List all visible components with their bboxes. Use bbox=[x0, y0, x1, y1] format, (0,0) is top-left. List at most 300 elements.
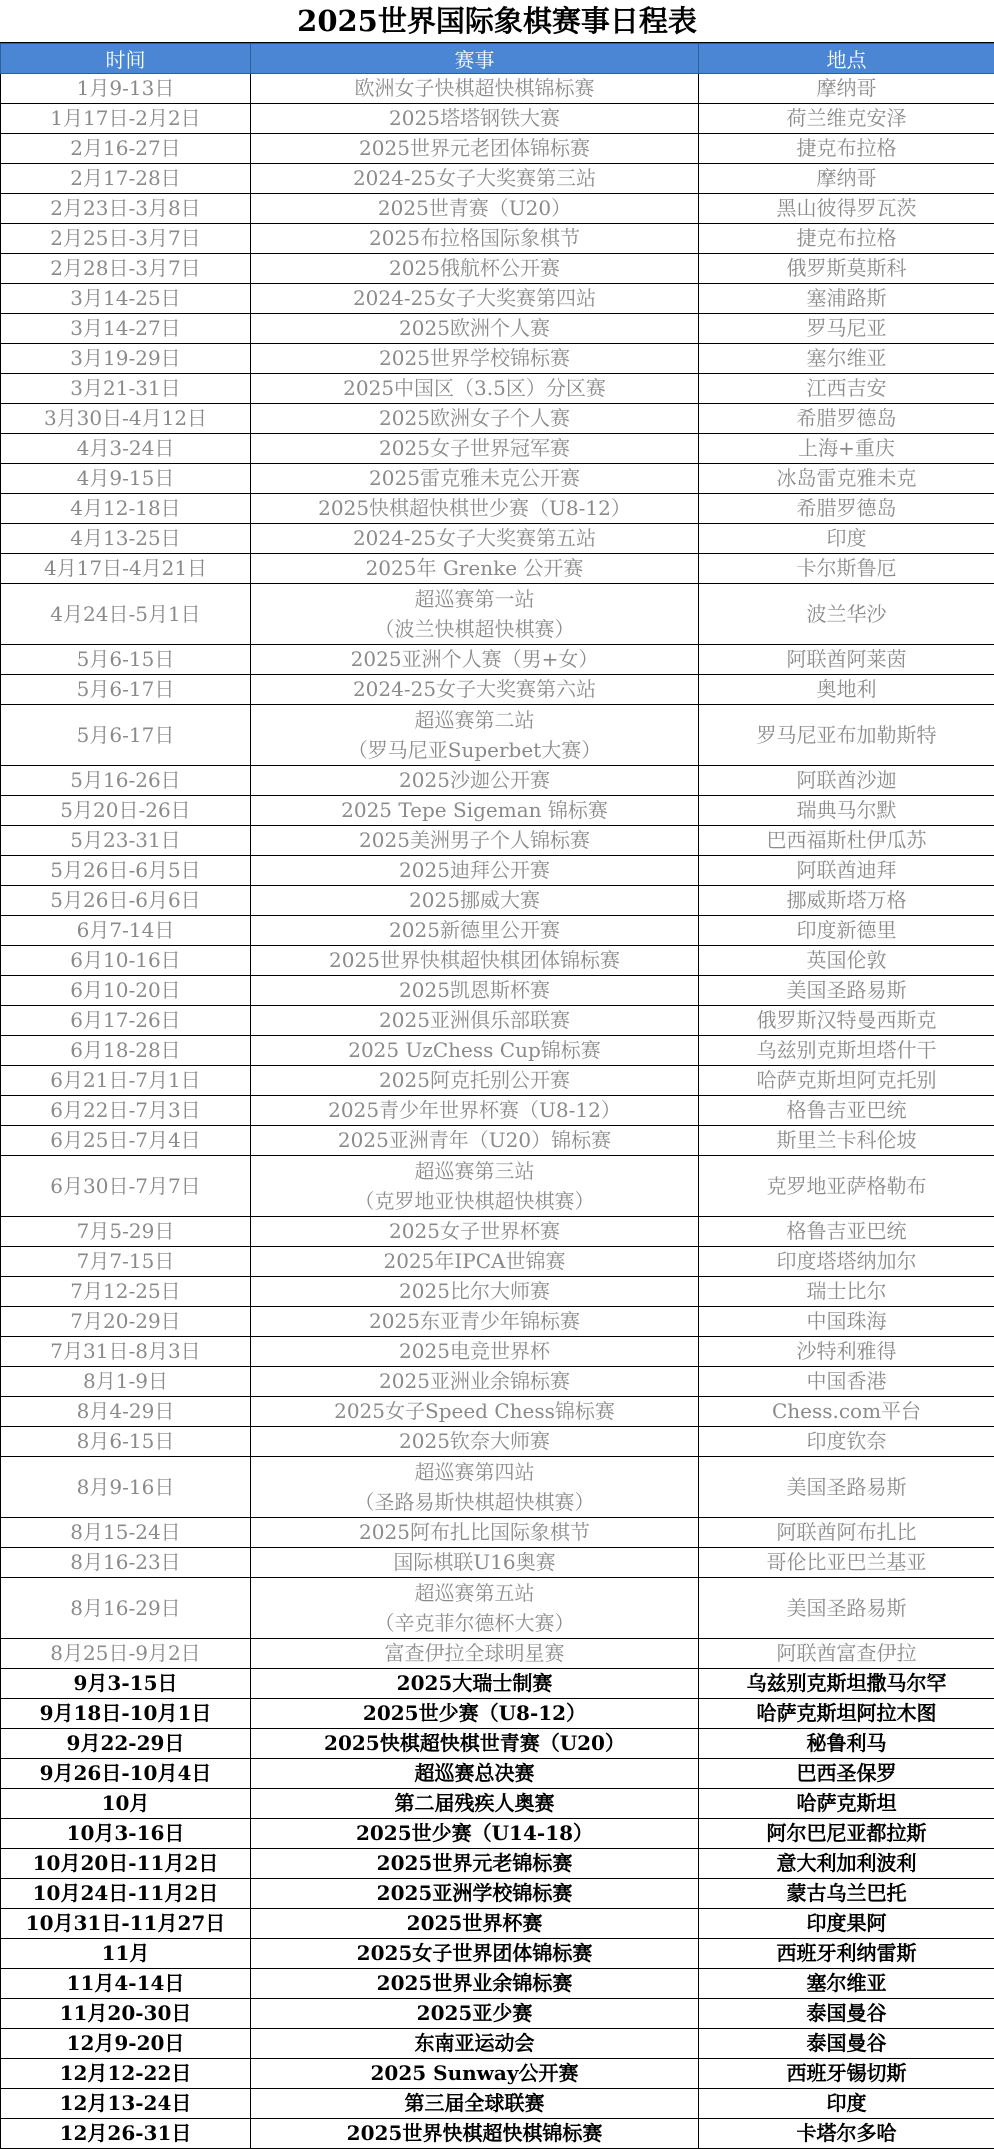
cell-location: 哈萨克斯坦阿克托别 bbox=[699, 1066, 994, 1096]
cell-location: 捷克布拉格 bbox=[699, 224, 994, 254]
event-line: 2025比尔大师赛 bbox=[251, 1277, 698, 1306]
cell-date: 6月17-26日 bbox=[1, 1006, 251, 1036]
table-row bbox=[1, 675, 994, 705]
cell-event bbox=[251, 1669, 699, 1699]
cell-event bbox=[251, 1217, 699, 1247]
cell-date: 5月6-17日 bbox=[1, 705, 251, 766]
cell-date: 3月14-27日 bbox=[1, 314, 251, 344]
cell-location: 冰岛雷克雅未克 bbox=[699, 464, 994, 494]
cell-event bbox=[251, 1397, 699, 1427]
table-row bbox=[1, 134, 994, 164]
cell-location: 阿联酋富查伊拉 bbox=[699, 1639, 994, 1669]
table-row bbox=[1, 554, 994, 584]
event-line: 2025女子世界杯赛 bbox=[251, 1217, 698, 1246]
cell-date: 10月31日-11月27日 bbox=[1, 1909, 251, 1939]
cell-event bbox=[251, 434, 699, 464]
cell-event bbox=[251, 164, 699, 194]
table-row bbox=[1, 584, 994, 645]
cell-event bbox=[251, 2059, 699, 2089]
cell-event bbox=[251, 1367, 699, 1397]
cell-date: 10月24日-11月2日 bbox=[1, 1879, 251, 1909]
table-row bbox=[1, 254, 994, 284]
event-line: 2025中国区（3.5区）分区赛 bbox=[251, 374, 698, 403]
table-row bbox=[1, 976, 994, 1006]
cell-location: 俄罗斯汉特曼西斯克 bbox=[699, 1006, 994, 1036]
cell-location: 阿联酋沙迦 bbox=[699, 766, 994, 796]
table-row bbox=[1, 434, 994, 464]
table-row bbox=[1, 464, 994, 494]
cell-location: 阿联酋迪拜 bbox=[699, 856, 994, 886]
table-row bbox=[1, 856, 994, 886]
event-line: 2025世界元老锦标赛 bbox=[251, 1849, 698, 1878]
table-row bbox=[1, 1247, 994, 1277]
cell-event bbox=[251, 886, 699, 916]
cell-date: 8月1-9日 bbox=[1, 1367, 251, 1397]
cell-event bbox=[251, 584, 699, 645]
table-row bbox=[1, 946, 994, 976]
cell-location: 黑山彼得罗瓦茨 bbox=[699, 194, 994, 224]
event-line: （辛克菲尔德杯大赛） bbox=[251, 1608, 698, 1638]
event-line: 2025阿克托别公开赛 bbox=[251, 1066, 698, 1095]
table-row bbox=[1, 1759, 994, 1789]
cell-date: 9月3-15日 bbox=[1, 1669, 251, 1699]
cell-location: 卡塔尔多哈 bbox=[699, 2119, 994, 2149]
table-row bbox=[1, 374, 994, 404]
cell-location: 摩纳哥 bbox=[699, 74, 994, 104]
event-line: 第二届残疾人奥赛 bbox=[251, 1789, 698, 1818]
event-line: 2025亚洲业余锦标赛 bbox=[251, 1367, 698, 1396]
cell-event bbox=[251, 826, 699, 856]
cell-event bbox=[251, 705, 699, 766]
cell-event bbox=[251, 1457, 699, 1518]
cell-location: 格鲁吉亚巴统 bbox=[699, 1217, 994, 1247]
cell-date: 9月26日-10月4日 bbox=[1, 1759, 251, 1789]
table-row bbox=[1, 284, 994, 314]
cell-event bbox=[251, 344, 699, 374]
event-line: 2024-25女子大奖赛第三站 bbox=[251, 164, 698, 193]
cell-date: 5月26日-6月6日 bbox=[1, 886, 251, 916]
event-line: 2025女子世界团体锦标赛 bbox=[251, 1939, 698, 1968]
table-row bbox=[1, 766, 994, 796]
cell-location: 沙特利雅得 bbox=[699, 1337, 994, 1367]
event-line: 2025世界学校锦标赛 bbox=[251, 344, 698, 373]
cell-event bbox=[251, 1247, 699, 1277]
table-row bbox=[1, 404, 994, 434]
cell-event bbox=[251, 1096, 699, 1126]
cell-event bbox=[251, 74, 699, 104]
cell-location: 克罗地亚萨格勒布 bbox=[699, 1156, 994, 1217]
cell-location: 意大利加利波利 bbox=[699, 1849, 994, 1879]
table-row bbox=[1, 194, 994, 224]
cell-date: 9月18日-10月1日 bbox=[1, 1699, 251, 1729]
cell-event bbox=[251, 1156, 699, 1217]
table-row bbox=[1, 1849, 994, 1879]
event-line: 2025阿布扎比国际象棋节 bbox=[251, 1518, 698, 1547]
cell-date: 6月10-16日 bbox=[1, 946, 251, 976]
table-row bbox=[1, 2029, 994, 2059]
table-row bbox=[1, 1548, 994, 1578]
cell-event bbox=[251, 1337, 699, 1367]
cell-date: 7月5-29日 bbox=[1, 1217, 251, 1247]
cell-location: 印度钦奈 bbox=[699, 1427, 994, 1457]
cell-date: 6月21日-7月1日 bbox=[1, 1066, 251, 1096]
header-row bbox=[1, 44, 994, 74]
table-row bbox=[1, 1789, 994, 1819]
table-row bbox=[1, 796, 994, 826]
cell-date: 4月17日-4月21日 bbox=[1, 554, 251, 584]
cell-date: 6月18-28日 bbox=[1, 1036, 251, 1066]
cell-date: 3月21-31日 bbox=[1, 374, 251, 404]
event-line: （波兰快棋超快棋赛） bbox=[251, 614, 698, 644]
schedule-body bbox=[1, 74, 994, 2149]
cell-date: 5月6-15日 bbox=[1, 645, 251, 675]
cell-event bbox=[251, 254, 699, 284]
table-row bbox=[1, 74, 994, 104]
table-row bbox=[1, 524, 994, 554]
cell-event bbox=[251, 1639, 699, 1669]
event-line: 2025亚少赛 bbox=[251, 1999, 698, 2028]
event-line: 2025世界杯赛 bbox=[251, 1909, 698, 1938]
cell-date: 2月28日-3月7日 bbox=[1, 254, 251, 284]
cell-location: 美国圣路易斯 bbox=[699, 976, 994, 1006]
cell-date: 12月12-22日 bbox=[1, 2059, 251, 2089]
table-row bbox=[1, 705, 994, 766]
event-line: 2025亚洲俱乐部联赛 bbox=[251, 1006, 698, 1035]
cell-location: 秘鲁利马 bbox=[699, 1729, 994, 1759]
event-line: 2025美洲男子个人锦标赛 bbox=[251, 826, 698, 855]
event-line: 2025欧洲女子个人赛 bbox=[251, 404, 698, 433]
table-row bbox=[1, 1006, 994, 1036]
table-row bbox=[1, 314, 994, 344]
cell-location: 美国圣路易斯 bbox=[699, 1578, 994, 1639]
cell-location: 罗马尼亚布加勒斯特 bbox=[699, 705, 994, 766]
table-row bbox=[1, 1639, 994, 1669]
cell-event bbox=[251, 2119, 699, 2149]
cell-event bbox=[251, 554, 699, 584]
cell-event bbox=[251, 524, 699, 554]
cell-location: 印度 bbox=[699, 2089, 994, 2119]
cell-date: 7月31日-8月3日 bbox=[1, 1337, 251, 1367]
header-location: 地点 bbox=[699, 44, 994, 74]
cell-location: 上海+重庆 bbox=[699, 434, 994, 464]
cell-date: 10月 bbox=[1, 1789, 251, 1819]
table-row bbox=[1, 1909, 994, 1939]
cell-date: 2月16-27日 bbox=[1, 134, 251, 164]
table-row bbox=[1, 1999, 994, 2029]
event-line: （圣路易斯快棋超快棋赛） bbox=[251, 1487, 698, 1517]
table-row bbox=[1, 1096, 994, 1126]
cell-location: 乌兹别克斯坦塔什干 bbox=[699, 1036, 994, 1066]
cell-location: 希腊罗德岛 bbox=[699, 494, 994, 524]
table-row bbox=[1, 916, 994, 946]
cell-location: 哥伦比亚巴兰基亚 bbox=[699, 1548, 994, 1578]
event-line: 2025布拉格国际象棋节 bbox=[251, 224, 698, 253]
cell-date: 8月6-15日 bbox=[1, 1427, 251, 1457]
table-row bbox=[1, 344, 994, 374]
cell-location: Chess.com平台 bbox=[699, 1397, 994, 1427]
cell-location: 俄罗斯莫斯科 bbox=[699, 254, 994, 284]
cell-date: 12月9-20日 bbox=[1, 2029, 251, 2059]
event-line: 2025世少赛（U14-18） bbox=[251, 1819, 698, 1848]
cell-event bbox=[251, 404, 699, 434]
cell-event bbox=[251, 976, 699, 1006]
table-row bbox=[1, 1578, 994, 1639]
cell-date: 4月12-18日 bbox=[1, 494, 251, 524]
table-row bbox=[1, 164, 994, 194]
cell-event bbox=[251, 2089, 699, 2119]
event-line: 超巡赛总决赛 bbox=[251, 1759, 698, 1788]
cell-location: 塞尔维亚 bbox=[699, 344, 994, 374]
cell-date: 2月17-28日 bbox=[1, 164, 251, 194]
cell-date: 10月20日-11月2日 bbox=[1, 1849, 251, 1879]
cell-location: 摩纳哥 bbox=[699, 164, 994, 194]
cell-event bbox=[251, 1819, 699, 1849]
cell-location: 蒙古乌兰巴托 bbox=[699, 1879, 994, 1909]
cell-date: 7月12-25日 bbox=[1, 1277, 251, 1307]
table-row bbox=[1, 1217, 994, 1247]
table-row bbox=[1, 1126, 994, 1156]
event-line: 2025年IPCA世锦赛 bbox=[251, 1247, 698, 1276]
cell-location: 瑞典马尔默 bbox=[699, 796, 994, 826]
event-line: 2025迪拜公开赛 bbox=[251, 856, 698, 885]
cell-event bbox=[251, 1277, 699, 1307]
table-row bbox=[1, 1427, 994, 1457]
cell-date: 4月3-24日 bbox=[1, 434, 251, 464]
table-row bbox=[1, 1699, 994, 1729]
cell-location: 塞浦路斯 bbox=[699, 284, 994, 314]
cell-event bbox=[251, 1969, 699, 1999]
event-line: 欧洲女子快棋超快棋锦标赛 bbox=[251, 74, 698, 103]
cell-location: 泰国曼谷 bbox=[699, 1999, 994, 2029]
cell-location: 巴西圣保罗 bbox=[699, 1759, 994, 1789]
cell-location: 印度塔塔纳加尔 bbox=[699, 1247, 994, 1277]
cell-location: 泰国曼谷 bbox=[699, 2029, 994, 2059]
cell-date: 3月19-29日 bbox=[1, 344, 251, 374]
event-line: 2025亚洲个人赛（男+女） bbox=[251, 645, 698, 674]
cell-location: 罗马尼亚 bbox=[699, 314, 994, 344]
cell-event bbox=[251, 134, 699, 164]
cell-location: 塞尔维亚 bbox=[699, 1969, 994, 1999]
cell-date: 8月16-23日 bbox=[1, 1548, 251, 1578]
cell-event bbox=[251, 374, 699, 404]
cell-date: 11月4-14日 bbox=[1, 1969, 251, 1999]
cell-date: 5月16-26日 bbox=[1, 766, 251, 796]
cell-event bbox=[251, 284, 699, 314]
cell-date: 3月30日-4月12日 bbox=[1, 404, 251, 434]
cell-date: 9月22-29日 bbox=[1, 1729, 251, 1759]
event-line: 2025世界快棋超快棋锦标赛 bbox=[251, 2119, 698, 2148]
event-line: 2025新德里公开赛 bbox=[251, 916, 698, 945]
cell-date: 8月25日-9月2日 bbox=[1, 1639, 251, 1669]
cell-event bbox=[251, 1999, 699, 2029]
cell-date: 5月26日-6月5日 bbox=[1, 856, 251, 886]
cell-event bbox=[251, 1427, 699, 1457]
event-line: 2025欧洲个人赛 bbox=[251, 314, 698, 343]
table-row bbox=[1, 1156, 994, 1217]
cell-location: 瑞士比尔 bbox=[699, 1277, 994, 1307]
cell-date: 12月26-31日 bbox=[1, 2119, 251, 2149]
event-line: （克罗地亚快棋超快棋赛） bbox=[251, 1186, 698, 1216]
cell-date: 2月23日-3月8日 bbox=[1, 194, 251, 224]
event-line: 2025世界快棋超快棋团体锦标赛 bbox=[251, 946, 698, 975]
table-row bbox=[1, 1969, 994, 1999]
cell-location: 英国伦敦 bbox=[699, 946, 994, 976]
event-line: 东南亚运动会 bbox=[251, 2029, 698, 2058]
cell-date: 2月25日-3月7日 bbox=[1, 224, 251, 254]
cell-event bbox=[251, 946, 699, 976]
cell-event bbox=[251, 1518, 699, 1548]
cell-date: 4月24日-5月1日 bbox=[1, 584, 251, 645]
table-row bbox=[1, 1729, 994, 1759]
cell-date: 7月20-29日 bbox=[1, 1307, 251, 1337]
table-row bbox=[1, 1879, 994, 1909]
cell-location: 挪威斯塔万格 bbox=[699, 886, 994, 916]
cell-date: 1月17日-2月2日 bbox=[1, 104, 251, 134]
table-row bbox=[1, 1337, 994, 1367]
table-row bbox=[1, 886, 994, 916]
cell-event bbox=[251, 1699, 699, 1729]
event-line: 第三届全球联赛 bbox=[251, 2089, 698, 2118]
cell-location: 印度 bbox=[699, 524, 994, 554]
event-line: 2025挪威大赛 bbox=[251, 886, 698, 915]
event-line: 超巡赛第五站 bbox=[251, 1578, 698, 1608]
event-line: 2025钦奈大师赛 bbox=[251, 1427, 698, 1456]
event-line: 超巡赛第四站 bbox=[251, 1457, 698, 1487]
event-line: 2025俄航杯公开赛 bbox=[251, 254, 698, 283]
event-line: 2025雷克雅未克公开赛 bbox=[251, 464, 698, 493]
cell-date: 7月7-15日 bbox=[1, 1247, 251, 1277]
cell-date: 4月9-15日 bbox=[1, 464, 251, 494]
event-line: 2025快棋超快棋世青赛（U20） bbox=[251, 1729, 698, 1758]
cell-location: 斯里兰卡科伦坡 bbox=[699, 1126, 994, 1156]
table-row bbox=[1, 1397, 994, 1427]
table-row bbox=[1, 1518, 994, 1548]
table-row bbox=[1, 2059, 994, 2089]
cell-location: 阿尔巴尼亚都拉斯 bbox=[699, 1819, 994, 1849]
cell-event bbox=[251, 1006, 699, 1036]
cell-date: 5月6-17日 bbox=[1, 675, 251, 705]
event-line: 2025女子世界冠军赛 bbox=[251, 434, 698, 463]
page-title: 2025世界国际象棋赛事日程表 bbox=[0, 0, 994, 43]
cell-location: 中国珠海 bbox=[699, 1307, 994, 1337]
event-line: 2024-25女子大奖赛第六站 bbox=[251, 675, 698, 704]
cell-location: 阿联酋阿布扎比 bbox=[699, 1518, 994, 1548]
cell-date: 5月23-31日 bbox=[1, 826, 251, 856]
event-line: 超巡赛第一站 bbox=[251, 584, 698, 614]
cell-location: 希腊罗德岛 bbox=[699, 404, 994, 434]
cell-event bbox=[251, 224, 699, 254]
cell-date: 6月25日-7月4日 bbox=[1, 1126, 251, 1156]
cell-event bbox=[251, 1548, 699, 1578]
table-row bbox=[1, 1066, 994, 1096]
cell-date: 6月10-20日 bbox=[1, 976, 251, 1006]
cell-location: 印度新德里 bbox=[699, 916, 994, 946]
cell-location: 乌兹别克斯坦撒马尔罕 bbox=[699, 1669, 994, 1699]
event-line: 2025塔塔钢铁大赛 bbox=[251, 104, 698, 133]
event-line: 2025女子Speed Chess锦标赛 bbox=[251, 1397, 698, 1426]
table-row bbox=[1, 224, 994, 254]
event-line: 2024-25女子大奖赛第五站 bbox=[251, 524, 698, 553]
cell-event bbox=[251, 675, 699, 705]
event-line: 2025快棋超快棋世少赛（U8-12） bbox=[251, 494, 698, 523]
cell-location: 阿联酋阿莱茵 bbox=[699, 645, 994, 675]
cell-location: 巴西福斯杜伊瓜苏 bbox=[699, 826, 994, 856]
cell-date: 6月30日-7月7日 bbox=[1, 1156, 251, 1217]
cell-event bbox=[251, 1849, 699, 1879]
cell-event bbox=[251, 2029, 699, 2059]
cell-location: 格鲁吉亚巴统 bbox=[699, 1096, 994, 1126]
table-row bbox=[1, 2119, 994, 2149]
cell-event bbox=[251, 1066, 699, 1096]
cell-location: 捷克布拉格 bbox=[699, 134, 994, 164]
cell-event bbox=[251, 464, 699, 494]
cell-location: 哈萨克斯坦阿拉木图 bbox=[699, 1699, 994, 1729]
event-line: 2025世青赛（U20） bbox=[251, 194, 698, 223]
cell-event bbox=[251, 766, 699, 796]
event-line: 超巡赛第三站 bbox=[251, 1156, 698, 1186]
event-line: 2025 UzChess Cup锦标赛 bbox=[251, 1036, 698, 1065]
cell-date: 8月9-16日 bbox=[1, 1457, 251, 1518]
cell-date: 4月13-25日 bbox=[1, 524, 251, 554]
table-row bbox=[1, 1939, 994, 1969]
cell-event bbox=[251, 1126, 699, 1156]
table-row bbox=[1, 2089, 994, 2119]
cell-event bbox=[251, 1036, 699, 1066]
event-line: 2025 Sunway公开赛 bbox=[251, 2059, 698, 2088]
cell-location: 卡尔斯鲁厄 bbox=[699, 554, 994, 584]
table-row bbox=[1, 1367, 994, 1397]
event-line: 2025青少年世界杯赛（U8-12） bbox=[251, 1096, 698, 1125]
table-row bbox=[1, 826, 994, 856]
cell-event bbox=[251, 1909, 699, 1939]
cell-event bbox=[251, 314, 699, 344]
event-line: 2025凯恩斯杯赛 bbox=[251, 976, 698, 1005]
event-line: 国际棋联U16奥赛 bbox=[251, 1548, 698, 1577]
header-time: 时间 bbox=[1, 44, 251, 74]
event-line: 2025亚洲青年（U20）锦标赛 bbox=[251, 1126, 698, 1155]
event-line: 2024-25女子大奖赛第四站 bbox=[251, 284, 698, 313]
event-line: 2025沙迦公开赛 bbox=[251, 766, 698, 795]
cell-location: 江西吉安 bbox=[699, 374, 994, 404]
cell-location: 西班牙锡切斯 bbox=[699, 2059, 994, 2089]
cell-date: 11月 bbox=[1, 1939, 251, 1969]
cell-date: 12月13-24日 bbox=[1, 2089, 251, 2119]
table-row bbox=[1, 645, 994, 675]
table-row bbox=[1, 1457, 994, 1518]
cell-location: 哈萨克斯坦 bbox=[699, 1789, 994, 1819]
cell-event bbox=[251, 194, 699, 224]
event-line: （罗马尼亚Superbet大赛） bbox=[251, 735, 698, 765]
cell-date: 10月3-16日 bbox=[1, 1819, 251, 1849]
event-line: 2025世少赛（U8-12） bbox=[251, 1699, 698, 1728]
cell-date: 3月14-25日 bbox=[1, 284, 251, 314]
cell-event bbox=[251, 1307, 699, 1337]
event-line: 2025年 Grenke 公开赛 bbox=[251, 554, 698, 583]
event-line: 2025世界元老团体锦标赛 bbox=[251, 134, 698, 163]
cell-event bbox=[251, 1789, 699, 1819]
table-row bbox=[1, 494, 994, 524]
table-row bbox=[1, 1819, 994, 1849]
event-line: 超巡赛第二站 bbox=[251, 705, 698, 735]
table-row bbox=[1, 1036, 994, 1066]
cell-date: 6月7-14日 bbox=[1, 916, 251, 946]
cell-event bbox=[251, 1578, 699, 1639]
cell-event bbox=[251, 796, 699, 826]
cell-event bbox=[251, 645, 699, 675]
table-row bbox=[1, 104, 994, 134]
cell-event bbox=[251, 1759, 699, 1789]
cell-date: 5月20日-26日 bbox=[1, 796, 251, 826]
